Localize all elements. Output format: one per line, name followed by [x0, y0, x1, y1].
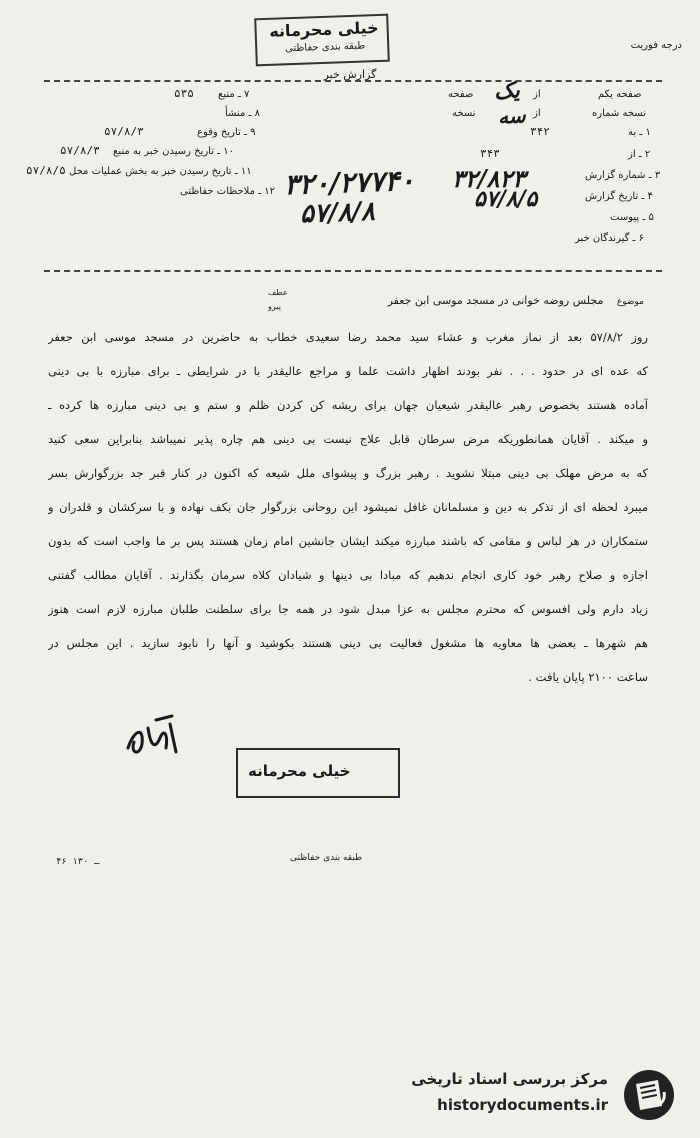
- side-note-followup: پیرو: [268, 302, 281, 311]
- field-to-label: ۱ ـ به: [628, 127, 651, 138]
- field-report-number-label: ۳ ـ شماره گزارش: [585, 170, 661, 181]
- field-from-value: ۳۴۳: [480, 147, 500, 160]
- handwritten-reference-date: ۵۷/۸/۸: [299, 196, 376, 230]
- reference-side-note: [268, 286, 288, 314]
- field-page-end: صفحه: [448, 89, 474, 100]
- handwritten-report-date: ۵۷/۸/۵: [474, 186, 538, 212]
- subject-label: موضوع: [616, 297, 644, 307]
- field-copy-mid: از: [533, 108, 541, 119]
- top-separator: [44, 80, 662, 82]
- report-title: گزارش خبر: [323, 68, 377, 81]
- field-to-value: ۳۴۲: [530, 125, 550, 138]
- field-copy-end: نسخه: [452, 108, 476, 119]
- field-source-receipt-date-value: ۵۷/۸/۳: [60, 144, 100, 157]
- watermark-org-name: مرکز بررسی اسناد تاریخی: [411, 1070, 608, 1088]
- field-recipients-label: ۶ ـ گیرندگان خبر: [575, 233, 645, 244]
- field-from-label: ۲ ـ از: [628, 149, 651, 160]
- body-line: هم شهرها ـ بعضی ها معاویه ها مشغول فعالیت بی دینی هستند بکوشید و آنها را نابود سازید . این مجلس در: [48, 636, 648, 650]
- watermark-url: historydocuments.ir: [437, 1096, 608, 1114]
- handwritten-reference-number: ۳۲۰/۲۷۷۴۰: [283, 163, 416, 202]
- field-attachment-label: ۵ ـ پیوست: [610, 212, 654, 223]
- stamp-subtext: طبقه بندی حفاظتی: [284, 40, 366, 55]
- header-separator: [44, 270, 662, 272]
- handwritten-report-number: ۳۲/۸۲۳: [452, 164, 526, 193]
- stamp-text: خیلی محرمانه: [268, 18, 379, 41]
- side-note-reference: عطف: [268, 288, 288, 297]
- classification-stamp: [254, 14, 390, 67]
- field-occurrence-date-value: ۵۷/۸/۳: [104, 125, 144, 138]
- form-code: ۴۶ ـ ۱۳۰: [56, 857, 100, 867]
- archive-logo-icon: [622, 1068, 676, 1122]
- field-page-mid: از: [533, 89, 541, 100]
- field-source-value: ۵۳۵: [174, 87, 194, 100]
- field-source-receipt-date-label: ۱۰ ـ تاریخ رسیدن خبر به منبع: [113, 146, 235, 157]
- field-copy-label: نسخه شماره: [592, 108, 646, 119]
- classification-label: طبقه بندی حفاظتی: [290, 853, 363, 863]
- bottom-stamp-text: خیلی محرمانه: [248, 762, 351, 780]
- handwritten-signature: [120, 708, 190, 768]
- handwritten-copy-count: سه: [497, 103, 527, 129]
- urgency-label: درجه فوریت: [630, 40, 682, 51]
- body-line: میبرد لحظه ای از تذکر به دین و مسلمانان غافل نمیشود این روحانی بزرگوار جان بکف نهاده و با سرکشان و قلدران و: [48, 500, 648, 514]
- field-page-label: صفحه یکم: [598, 89, 642, 100]
- body-line: اجازه و صلاح رهبر خود کاری انجام ندهیم که مبادا بی دینها و شیادان کلاه سرمان بگذارند . آقایان مطالب گفتنی: [48, 568, 648, 582]
- subject-text: مجلس روضه خوانی در مسجد موسی ابن جعفر: [387, 294, 604, 307]
- archive-watermark: [380, 1066, 680, 1126]
- body-line: که به مرض مهلک بی دینی مبتلا نشوید . رهبر بزرگ و پیشوای ملل شیعه که اکنون در کنار قبر جد بزرگوارش بسر: [48, 466, 648, 480]
- field-source-label: ۷ ـ منبع: [218, 89, 250, 100]
- body-line: روز ۵۷/۸/۲ بعد از نماز مغرب و عشاء سید محمد رضا سعیدی خطاب به حاضرین در مسجد موسی ابن جعفر: [48, 330, 648, 344]
- field-origin-label: ۸ ـ منشأ: [225, 108, 261, 119]
- field-report-date-label: ۴ ـ تاریخ گزارش: [585, 191, 653, 202]
- field-security-notes-label: ۱۲ ـ ملاحظات حفاظتی: [180, 186, 275, 197]
- subject-line: [388, 294, 644, 307]
- body-line: ستمکاران در هر لباس و مقامی که باشند مبارزه میکند ایشان جانشین امام زمان هستند پس بر ما واجب است که بدون: [48, 534, 648, 548]
- body-line: زیاد دارم ولی افسوس که محترم مجلس به عزا مبدل شود در همه جا برای سلطنت طلبان مبارزه لازم است هنوز: [48, 602, 648, 616]
- field-occurrence-date-label: ۹ ـ تاریخ وقوع: [197, 127, 256, 138]
- report-body: [48, 320, 648, 694]
- body-line: ساعت ۲۱۰۰ پایان یافت .: [528, 670, 648, 684]
- field-ops-receipt-date-label: ۱۱ ـ تاریخ رسیدن خبر به بخش عملیات محل: [69, 166, 252, 177]
- body-line: آماده هستند بخصوص رهبر عالیقدر شیعیان جهان برای ریشه کن کردن ظلم و ستم و بی دینی مبارزه ها کرده ـ: [48, 398, 648, 412]
- bottom-classification-stamp: [236, 748, 400, 798]
- body-line: و میکند . آقایان همانطوریکه مرض سرطان قابل علاج نیست بی دینی هم چاره پذیر نمیباشد بنابراین سعی کنید: [48, 432, 648, 446]
- field-ops-receipt-date-value: ۵۷/۸/۵: [26, 164, 66, 177]
- handwritten-page-count: یک: [493, 77, 521, 105]
- body-line: که عده ای در حدود . . . نفر بودند اظهار داشت علما و مراجع عالیقدر با در شرایطی ـ برای مبارزه با بی دینی: [48, 364, 648, 378]
